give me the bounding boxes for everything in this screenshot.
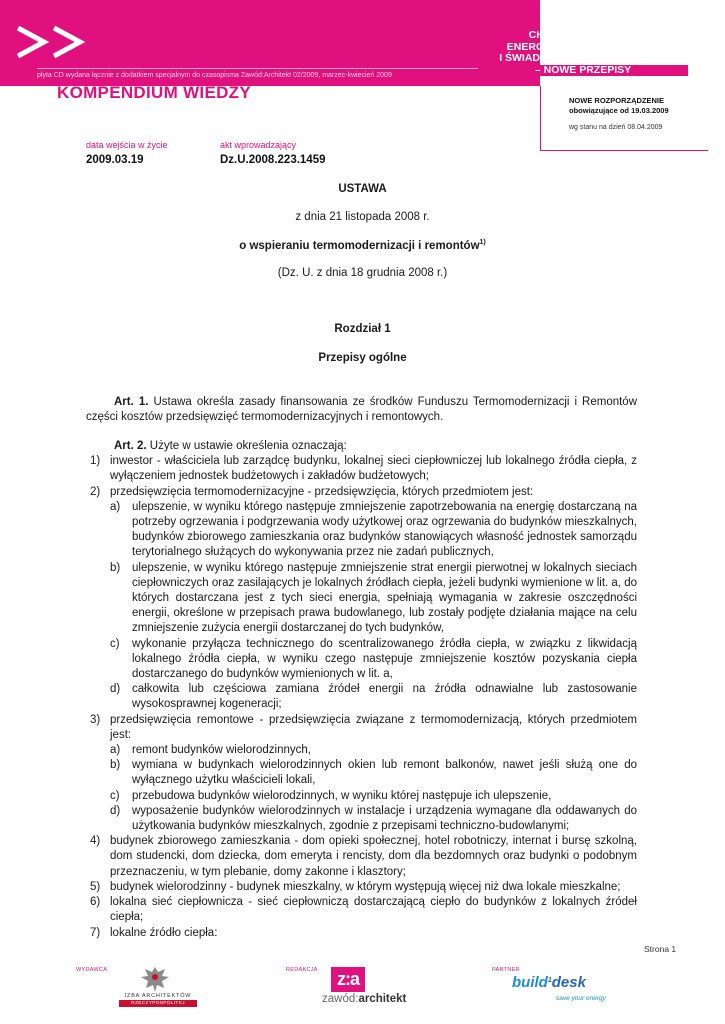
za-logo: z:a	[331, 967, 365, 992]
article-1-text: Ustawa określa zasady finansowania ze środków Funduszu Termomodernizacji i Remontów części kosztów przedsięwzięć termomodernizacyjnych i remontowych.	[86, 396, 638, 424]
chapter-title: Przepisy ogólne	[318, 352, 407, 364]
publication-title-line: – NOWE PRZEPISY	[478, 65, 688, 77]
definition-item: 4) budynek zbiorowego zamieszkania - dom opieki społecznej, hotel robotniczy, internat i bursę szkolną, dom studencki, dom dziecka, dom emeryta i rencisty, dom dla bezdomnych oraz budynki o podobnym przeznaczeniu, w tym plebanie, domy zakonne i klasztory;	[90, 835, 637, 878]
article-2-text: Użyte w ustawie określenia oznaczają:	[149, 440, 347, 452]
definition-subitem: a) remont budynków wielorodzinnych,	[110, 744, 311, 757]
double-chevron-icon	[14, 24, 94, 60]
infobox-effective: obowiązujące od 19.03.2009	[569, 106, 669, 115]
article-1-label: Art. 1.	[114, 396, 149, 408]
definition-item: 6) lokalna sieć ciepłownicza - sieć ciepłowniczą dostarczającą ciepło do budynków z lokalnych źródeł ciepła;	[90, 896, 637, 924]
publication-title	[478, 30, 688, 76]
chapter-number: Rozdział 1	[334, 323, 391, 335]
definition-item: 5) budynek wielorodzinny - budynek mieszkalny, w którym występują więcej niż dwa lokale mieszkalne;	[90, 880, 621, 893]
definition-item: 1) inwestor - właściciela lub zarządcę budynku, lokalnej sieci ciepłowniczej lub lokalnego źródła ciepła, z wyłączeniem jednostek budżetowych i zakładów budżetowych;	[90, 455, 637, 483]
document-title	[0, 239, 725, 252]
entry-date-value: 2009.03.19	[86, 154, 144, 166]
regulation-infobox	[540, 86, 708, 151]
document-title-text: o wspieraniu termomodernizacji i remontów	[239, 240, 480, 252]
publisher-name: IZBA ARCHITEKTÓW	[124, 993, 192, 999]
article-2-label: Art. 2.	[114, 440, 147, 452]
definition-subitem: b) wymiana w budynkach wielorodzinnych okien lub remont balkonów, nawet jeśli służą one do wyłącznego użytku właścicieli lokali,	[110, 759, 637, 787]
document-date: z dnia 21 listopada 2008 r.	[295, 211, 430, 223]
builddesk-logo: build$^1$desk	[512, 974, 586, 991]
publication-title-line: ENERGETYCZNA BUDYNKÓW	[506, 40, 660, 53]
document-type: USTAWA	[338, 183, 387, 195]
definition-item: 3) przedsięwzięcia remontowe - przedsięwzięcia związane z termomodernizacją, których przedmiotem jest:	[90, 713, 637, 741]
entry-date-label: data wejścia w życie	[86, 140, 168, 150]
page-number: Strona 1	[644, 944, 677, 954]
definition-item: 2) przedsięwzięcia termomodernizacyjne - przedsięwzięcia, których przedmiotem jest:	[90, 485, 534, 498]
publication-title-line: I ŚWIADECTWA ENERGETYCZNE	[499, 52, 667, 64]
definition-subitem: c) przebudowa budynków wielorodzinnych, w wyniku której następuje ich ulepszenie,	[110, 789, 552, 802]
header-rule	[37, 68, 540, 69]
definition-subitem: d) całkowita lub częściowa zamiana źródeł energii na źródła odnawialne lub zastosowanie wysokosprawnej kogeneracji;	[110, 683, 637, 711]
definition-subitem: d) wyposażenie budynków wielorodzinnych w instalacje i urządzenia wymagane dla oddawanych do użytkowania budynków mieszkalnych, zgodnie z przepisami techniczno-budowlanymi;	[110, 804, 637, 833]
editorial-label: REDAKCJA	[286, 967, 318, 973]
publication-title-line: CHARAKTERYSTYKA	[528, 29, 638, 41]
journal-reference: (Dz. U. z dnia 18 grudnia 2008 r.)	[277, 267, 448, 279]
infobox-status: wg stanu na dzień 08.04.2009	[569, 124, 663, 131]
publisher-country: RZECZYPOSPOLITEJ POLSKIEJ	[119, 1000, 197, 1007]
eagle-emblem-icon	[138, 964, 172, 994]
partner-tagline: save your energy	[556, 995, 606, 1002]
act-label: akt wprowadzający	[220, 140, 297, 150]
definition-subitem: c) wykonanie przyłącza technicznego do scentralizowanego źródła ciepła, w związku z likwidacją lokalnego źródła ciepła, w wyniku czego następuje zmniejszenie kosztów pozyskania ciepła dostarczanego do budynków wymienionych w lit. a,	[110, 637, 637, 681]
footnote-mark: 1)	[479, 239, 486, 246]
article-1	[86, 395, 637, 425]
header-note: płyta CD wydana łącznie z dodatkiem specjalnym do czasopisma Zawód:Architekt 02/2009, marzec-kwiecień 2009	[37, 72, 392, 79]
publisher-label: WYDAWCA	[76, 967, 108, 973]
act-value: Dz.U.2008.223.1459	[220, 154, 326, 166]
editorial-name: zawód:architekt	[322, 993, 407, 1005]
definition-subitem: b) ulepszenie, w wyniku którego następuje zmniejszenie strat energii pierwotnej w lokalnych sieciach ciepłowniczych oraz zasilających je lokalnych źródłach ciepła, jeżeli budynki wymienione w lit. a, do których dostarczana jest z tych sieci energia, spełniają wymagania w zakresie oszczędności energii, określone w przepisach prawa budowlanego, lub zostały podjęte działania mające na celu zmniejszenie zużycia energii dostarczanej do tych budynków,	[110, 561, 637, 635]
brand-title: KOMPENDIUM WIEDZY	[57, 86, 251, 100]
article-2-intro	[86, 439, 637, 454]
article-2	[86, 439, 637, 941]
definition-item: 7) lokalne źródło ciepła:	[90, 926, 218, 939]
definition-subitem: a) ulepszenie, w wyniku którego następuje zmniejszenie zapotrzebowania na energię dostarczaną na potrzeby ogrzewania i podgrzewania wody użytkowej oraz ogrzewania do budynków mieszkalnych, budynków zbiorowego zamieszkania oraz budynków stanowiących własność jednostek samorządu terytorialnego służących do wykonywania przez nie zadań publicznych,	[110, 500, 637, 559]
partner-label: PARTNER	[492, 967, 520, 973]
infobox-heading: NOWE ROZPORZĄDZENIE	[569, 96, 664, 105]
